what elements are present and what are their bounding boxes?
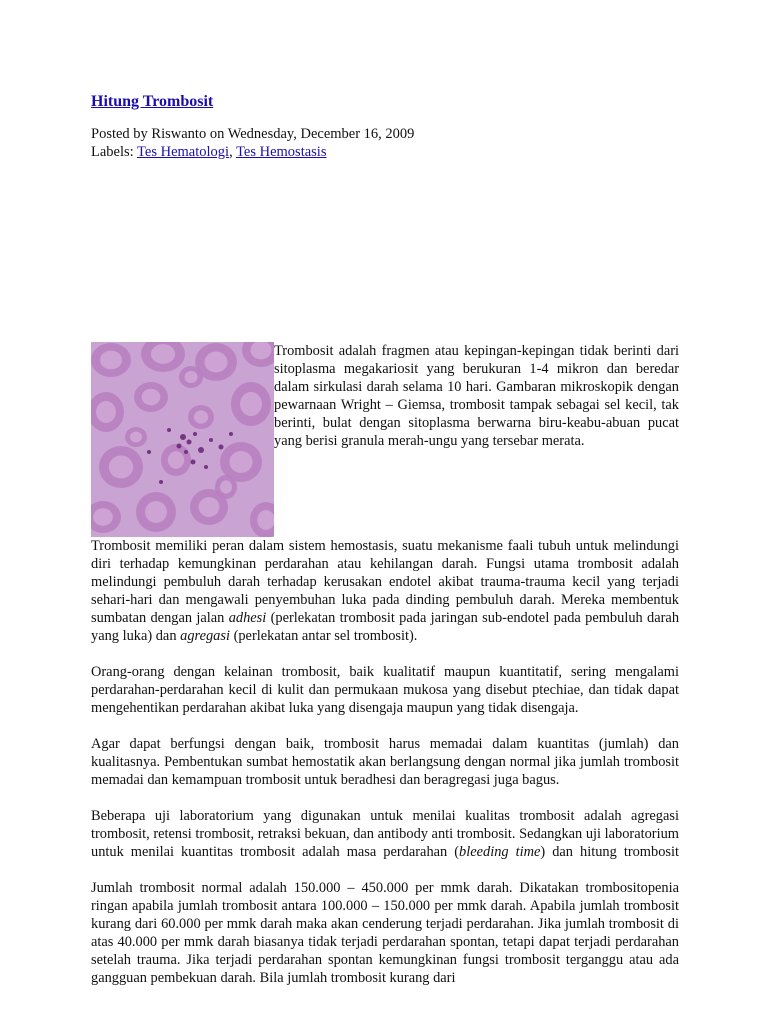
paragraph-6 [91, 879, 679, 987]
paragraph-3-text: Orang-orang dengan kelainan trombosit, baik kualitatif maupun kuantitatif, sering mengalami perdarahan-perdarahan kecil di kulit dan permukaan mukosa yang disebut ptechiae, dan tidak dapat mengehentikan perdarahan akibat luka yang disengaja maupun yang tidak disengaja. [91, 664, 679, 716]
posted-by-line: Posted by Riswanto on Wednesday, December 16, 2009 [91, 126, 415, 142]
post-title[interactable]: Hitung Trombosit [91, 93, 214, 110]
paragraph-6-text: Jumlah trombosit normal adalah 150.000 – 450.000 per mmk darah. Dikatakan trombositopenia ringan apabila jumlah trombosit antara 100.000 – 150.000 per mmk darah. Apabila jumlah trombosit kurang dari 60.000 per mmk darah maka akan cenderung terjadi perdarahan. Jika jumlah trombosit di atas 40.000 per mmk darah biasanya tidak terjadi perdarahan spontan, tetapi dapat terjadi perdarahan setelah trauma. Jika terjadi perdarahan spontan kemungkinan fungsi trombosit terganggu atau ada gangguan pembekuan darah. Bila jumlah trombosit kurang dari [91, 880, 679, 986]
labels-line [91, 143, 679, 161]
paragraph-4 [91, 735, 679, 789]
blood-smear-micrograph-icon [91, 342, 274, 537]
post-body [91, 342, 679, 987]
paragraph-2-text-a: Trombosit memiliki peran dalam sistem hemostasis, suatu mekanisme faali tubuh untuk melindungi diri terhadap kemungkinan perdarahan atau kehilangan darah. Fungsi utama trombosit adalah melindungi pembuluh darah terhadap kerusakan endotel akibat trauma-trauma kecil yang terjadi sehari-hari dan mengawali penyembuhan luka pada dinding pembuluh darah. Mereka membentuk sumbatan dengan jalan [91, 538, 679, 626]
post-meta [91, 125, 679, 161]
term-bleeding-time: bleeding time [459, 844, 541, 860]
paragraph-5-text-b: ) dan hitung trombosit [540, 844, 679, 860]
paragraph-1-text: Trombosit adalah fragmen atau kepingan-kepingan tidak berinti dari sitoplasma megakariosit yang berukuran 1-4 mikron dan beredar dalam sirkulasi darah selama 10 hari. Gambaran mikroskopik dengan pewarnaan Wright – Giemsa, trombosit tampak sebagai sel kecil, tak berinti, bulat dengan sitoplasma berwarna biru-keabu-abuan pucat yang berisi granula merah-ungu yang tersebar merata. [274, 343, 679, 449]
blood-smear-image [91, 342, 274, 537]
label-link-tes-hemostasis[interactable]: Tes Hemostasis [236, 144, 327, 160]
paragraph-2 [91, 537, 679, 645]
term-agregasi: agregasi [180, 628, 230, 644]
paragraph-5-text-a: Beberapa uji laboratorium yang digunakan untuk menilai kualitas trombosit adalah agregasi trombosit, retensi trombosit, retraksi bekuan, dan antibody anti trombosit. Sedangkan uji laboratorium untuk menilai kuantitas trombosit adalah masa perdarahan ( [91, 808, 679, 860]
label-separator: , [229, 144, 237, 160]
paragraph-4-text: Agar dapat berfungsi dengan baik, trombosit harus memadai dalam kuantitas (jumlah) dan kualitasnya. Pembentukan sumbat hemostatik akan berlangsung dengan normal jika jumlah trombosit memadai dan kemampuan trombosit untuk beradhesi dan beragregasi juga bagus. [91, 736, 679, 788]
labels-prefix: Labels: [91, 144, 138, 160]
blog-post [91, 92, 679, 1005]
paragraph-2-text-c: (perlekatan antar sel trombosit). [229, 628, 418, 644]
label-link-tes-hematologi[interactable]: Tes Hematologi [137, 144, 230, 160]
paragraph-2-text-b: (perlekatan trombosit pada jaringan sub-endotel pada pembuluh darah yang luka) dan [91, 610, 680, 644]
term-adhesi: adhesi [228, 610, 267, 626]
paragraph-5 [91, 807, 679, 861]
paragraph-3 [91, 663, 679, 717]
